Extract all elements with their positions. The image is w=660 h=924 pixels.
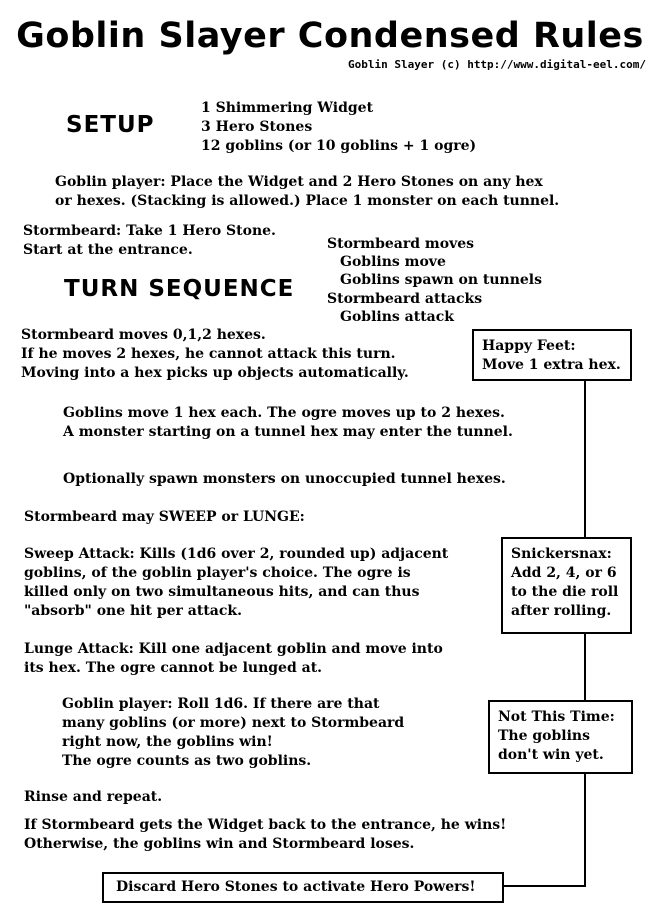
credit-line: Goblin Slayer (c) http://www.digital-eel.com/	[347, 58, 646, 71]
setup-item-hero-stones: 3 Hero Stones	[201, 119, 313, 135]
turn-step-goblins-attack: Goblins attack	[340, 309, 454, 325]
hero-power-not-this-time: Not This Time: The goblins don't win yet.	[488, 700, 633, 774]
setup-item-goblins: 12 goblins (or 10 goblins + 1 ogre)	[201, 138, 477, 154]
rule-spawn: Optionally spawn monsters on unoccupied tunnel hexes.	[63, 471, 506, 487]
page-title: Goblin Slayer Condensed Rules	[16, 16, 644, 56]
rule-rinse-repeat: Rinse and repeat.	[24, 789, 163, 805]
setup-heading: SETUP	[66, 112, 155, 138]
rule-sweep-or-lunge: Stormbeard may SWEEP or LUNGE:	[24, 509, 305, 525]
hero-power-happy-feet: Happy Feet: Move 1 extra hex.	[472, 329, 632, 381]
turn-sequence-heading: TURN SEQUENCE	[64, 276, 295, 302]
hero-power-discard-banner: Discard Hero Stones to activate Hero Powers!	[102, 872, 504, 903]
stormbeard-setup: Stormbeard: Take 1 Hero Stone. Start at the entrance.	[23, 223, 276, 258]
turn-step-stormbeard-attacks: Stormbeard attacks	[327, 291, 483, 307]
hero-power-snickersnax: Snickersnax: Add 2, 4, or 6 to the die roll after rolling.	[501, 537, 632, 634]
turn-step-stormbeard-moves: Stormbeard moves	[327, 236, 474, 252]
rule-goblins-move: Goblins move 1 hex each. The ogre moves up to 2 hexes. A monster starting on a tunnel hex may enter the tunnel.	[63, 405, 513, 440]
rule-win-condition: If Stormbeard gets the Widget back to the entrance, he wins! Otherwise, the goblins win and Stormbeard loses.	[24, 817, 507, 852]
rule-sweep-attack: Sweep Attack: Kills (1d6 over 2, rounded up) adjacent goblins, of the goblin player's choice. The ogre is killed only on two simultaneous hits, and can thus "absorb" one hit per attack.	[24, 546, 449, 619]
rule-lunge-attack: Lunge Attack: Kill one adjacent goblin and move into its hex. The ogre cannot be lunged at.	[24, 641, 443, 676]
rule-stormbeard-moves: Stormbeard moves 0,1,2 hexes. If he moves 2 hexes, he cannot attack this turn. Moving into a hex picks up objects automatically.	[21, 327, 409, 381]
hero-power-connector-horizontal	[502, 885, 586, 887]
rule-goblin-roll: Goblin player: Roll 1d6. If there are that many goblins (or more) next to Stormbeard right now, the goblins win! The ogre counts as two goblins.	[62, 696, 405, 769]
setup-item-widget: 1 Shimmering Widget	[201, 100, 374, 116]
turn-step-goblins-move: Goblins move	[340, 254, 446, 270]
goblin-player-setup: Goblin player: Place the Widget and 2 Hero Stones on any hex or hexes. (Stacking is allowed.) Place 1 monster on each tunnel.	[55, 174, 560, 209]
turn-step-goblins-spawn: Goblins spawn on tunnels	[340, 272, 543, 288]
